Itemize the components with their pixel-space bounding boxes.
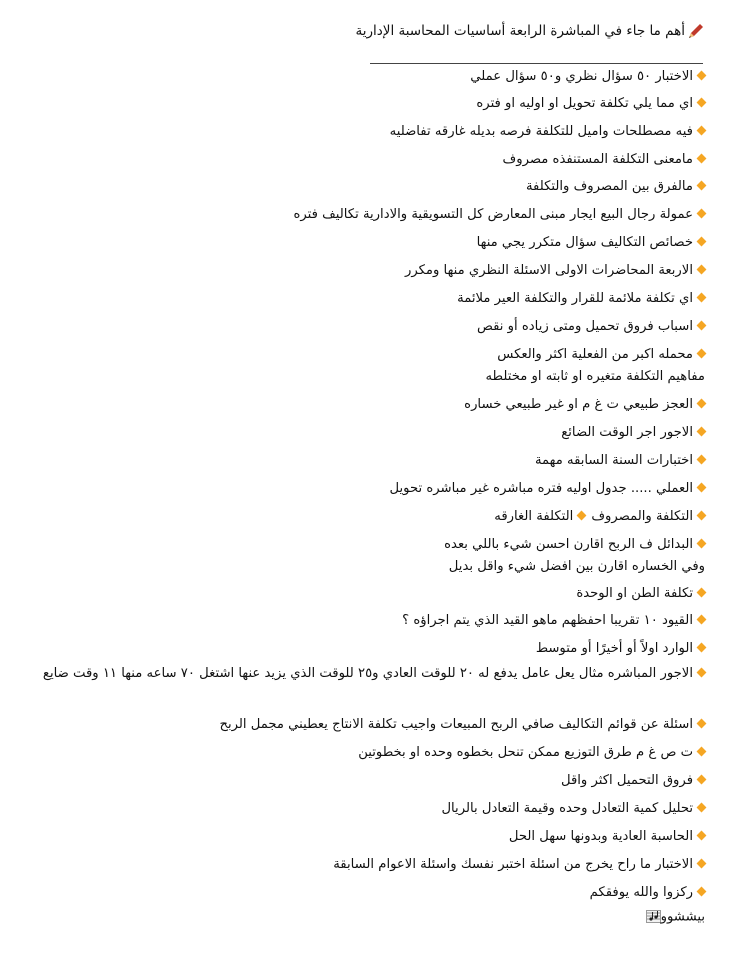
orange-diamond-icon <box>697 587 707 597</box>
orange-diamond-icon <box>697 320 707 330</box>
list-item: فيه مصطلحات واميل للتكلفة فرصه بديله غارقه تفاضليه <box>390 124 705 140</box>
list-item: اسئلة عن قوائم التكاليف صافي الربح المبيعات واجيب تكلفة الانتاج يعطيني مجمل الربح <box>219 717 705 733</box>
orange-diamond-icon <box>697 153 707 163</box>
orange-diamond-icon <box>697 718 707 728</box>
orange-diamond-icon <box>577 510 587 520</box>
orange-diamond-icon <box>697 830 707 840</box>
document-title-line <box>355 22 705 40</box>
list-item: القيود ١٠ تقريبا احفظهم ماهو القيد الذي يتم اجراؤه ؟ <box>402 613 705 629</box>
list-item: اختبارات السنة السابقه مهمة <box>535 453 705 469</box>
list-item: تحليل كمية التعادل وحده وقيمة التعادل بالريال <box>441 801 705 817</box>
list-item: ت ص غ م طرق التوزيع ممكن تنحل بخطوه وحده او بخطوتين <box>358 745 705 761</box>
list-item: فروق التحميل اكثر واقل <box>561 773 705 789</box>
list-item: مامعنى التكلفة المستنفذه مصروف <box>503 152 705 168</box>
orange-diamond-icon <box>697 398 707 408</box>
list-item-split: التكلفة والمصروفالتكلفة الغارقه <box>494 509 705 525</box>
orange-diamond-icon <box>697 802 707 812</box>
list-item: العملي ..... جدول اوليه فتره مباشره غير مباشره تحويل <box>389 481 705 497</box>
signature-line <box>644 909 705 926</box>
list-item: العجز طبيعي ت غ م او غير طبيعي خساره <box>464 397 705 413</box>
list-item: محمله اكبر من الفعلية اكثر والعكس <box>497 347 705 363</box>
orange-diamond-icon <box>697 70 707 80</box>
orange-diamond-icon <box>697 886 707 896</box>
orange-diamond-icon <box>697 482 707 492</box>
orange-diamond-icon <box>697 125 707 135</box>
list-item: ركزوا والله يوفقكم <box>590 885 705 901</box>
orange-diamond-icon <box>697 454 707 464</box>
orange-diamond-icon <box>697 538 707 548</box>
orange-diamond-icon <box>697 236 707 246</box>
list-item: الحاسبة العادية وبدونها سهل الحل <box>509 829 705 845</box>
list-item-long: الاجور المباشره مثال يعل عامل يدفع له ٢٠ للوقت العادي و٢٥ للوقت الذي يزيد عنها اشتغل ٧٠ ساعه منها ١١ وقت ضايع <box>35 663 705 685</box>
orange-diamond-icon <box>697 180 707 190</box>
list-item: عمولة رجال البيع ايجار مبنى المعارض كل التسويقية والادارية تكاليف فتره <box>293 207 705 223</box>
orange-diamond-icon <box>697 264 707 274</box>
list-item: البدائل ف الربح اقارن احسن شيء باللي بعده <box>444 537 705 553</box>
list-item: اسباب فروق تحميل ومتى زياده أو نقص <box>477 319 705 335</box>
orange-diamond-icon <box>697 348 707 358</box>
plain-line: مفاهيم التكلفة متغيره او ثابته او مختلطه <box>485 369 705 384</box>
orange-diamond-icon <box>697 858 707 868</box>
list-item: الاختبار ما راح يخرج من اسئلة اختبر نفسك واسئلة الاعوام السابقة <box>333 857 705 873</box>
list-item: مالفرق بين المصروف والتكلفة <box>526 179 705 195</box>
orange-diamond-icon <box>697 667 707 677</box>
orange-diamond-icon <box>697 746 707 756</box>
list-item: الاربعة المحاضرات الاولى الاسئلة النظري منها ومكرر <box>405 263 705 279</box>
orange-diamond-icon <box>697 97 707 107</box>
title-divider <box>370 63 703 64</box>
list-item: اي مما يلي تكلفة تحويل او اوليه او فتره <box>476 96 705 112</box>
pencil-icon <box>687 22 705 40</box>
orange-diamond-icon <box>697 614 707 624</box>
list-item: خصائص التكاليف سؤال متكرر يجي منها <box>477 235 705 251</box>
orange-diamond-icon <box>697 208 707 218</box>
orange-diamond-icon <box>697 426 707 436</box>
list-item: الوارد اولاً أو أخيرًا أو متوسط <box>536 641 705 657</box>
list-item: الاجور اجر الوقت الضائع <box>561 425 705 441</box>
music-notes-icon <box>646 909 661 924</box>
list-item: الاختبار ٥٠ سؤال نظري و٥٠ سؤال عملي <box>470 69 705 85</box>
plain-line: وفي الخساره اقارن بين افضل شيء واقل بديل <box>448 559 705 574</box>
signature: بيششوو <box>660 909 705 925</box>
document-title: أهم ما جاء في المباشرة الرابعة أساسيات المحاسبة الإدارية <box>355 23 685 39</box>
list-item: تكلفة الطن او الوحدة <box>576 586 705 602</box>
orange-diamond-icon <box>697 510 707 520</box>
orange-diamond-icon <box>697 642 707 652</box>
list-item: اي تكلفة ملائمة للقرار والتكلفة العير ملائمة <box>457 291 705 307</box>
orange-diamond-icon <box>697 774 707 784</box>
orange-diamond-icon <box>697 292 707 302</box>
